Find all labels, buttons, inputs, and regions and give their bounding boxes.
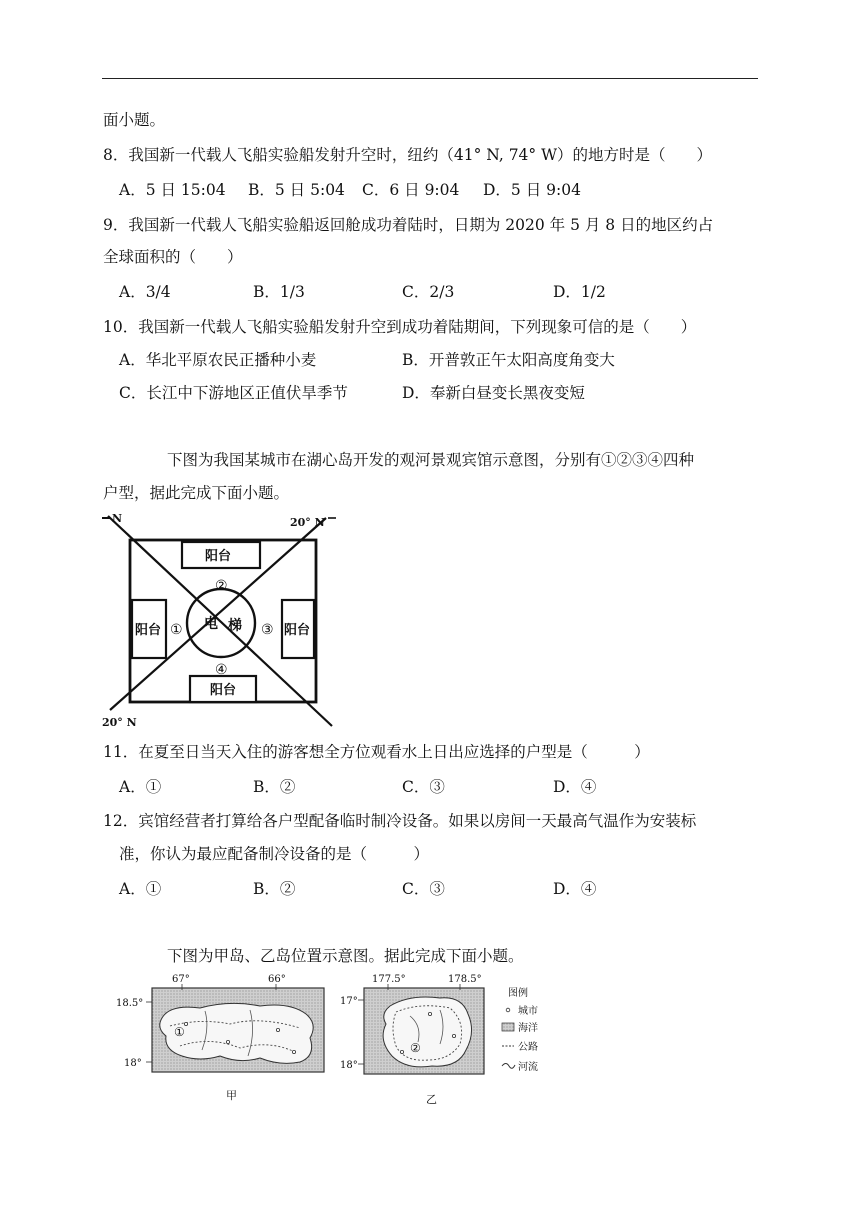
jia-label: 甲	[226, 1089, 237, 1102]
balcony-top-label: 阳台	[205, 549, 232, 564]
yi-lon-right: 178.5°	[448, 974, 482, 985]
legend-item-river: 河流	[518, 1062, 538, 1073]
elevator-char-2: 梯	[228, 618, 242, 634]
balcony-left-label: 阳台	[135, 623, 162, 638]
q8-option-a: A．5 日 15:04	[119, 181, 226, 199]
passage-2-line2: 户型，据此完成下面小题。	[103, 484, 290, 502]
map-yi	[358, 984, 484, 1074]
islands-figure	[110, 966, 560, 1106]
yi-lat-bottom: 18°	[340, 1060, 358, 1071]
q9-option-a: A．3/4	[119, 283, 171, 301]
question-9-stem-line1: 9．我国新一代载人飞船实验船返回舱成功着陆时，日期为 2020 年 5 月 8 日的地区约占	[103, 216, 714, 234]
legend-river-icon	[502, 1064, 515, 1069]
q10-option-c: C．长江中下游地区正值伏旱季节	[119, 384, 348, 402]
legend-title: 图例	[508, 988, 528, 999]
question-12-stem-line1: 12．宾馆经营者打算给各户型配备临时制冷设备。如果以房间一天最高气温作为安装标	[103, 812, 697, 830]
unit-2-marker: ②	[215, 578, 228, 594]
question-10-stem: 10．我国新一代载人飞船实验船发射升空到成功着陆期间，下列现象可信的是（ ）	[103, 318, 697, 336]
q12-option-b: B．②	[253, 880, 296, 898]
q12-option-a: A．①	[119, 880, 162, 898]
unit-3-marker: ③	[261, 622, 274, 638]
legend-city-icon	[506, 1008, 510, 1012]
question-12-stem-line2: 准，你认为最应配备制冷设备的是（ ）	[119, 845, 430, 863]
legend-item-city: 城市	[518, 1006, 538, 1017]
q11-option-d: D．④	[553, 778, 597, 796]
passage-3-line1: 下图为甲岛、乙岛位置示意图。据此完成下面小题。	[167, 947, 524, 965]
jia-marker: ①	[174, 1025, 185, 1039]
q11-option-c: C．③	[402, 778, 445, 796]
q10-option-b: B．开普敦正午太阳高度角变大	[402, 351, 615, 369]
q9-option-c: C．2/3	[402, 283, 455, 301]
jia-lon-left: 67°	[172, 974, 190, 985]
hotel-layout-figure	[100, 512, 340, 732]
north-label: N	[112, 512, 123, 525]
question-8-stem: 8．我国新一代载人飞船实验船发射升空时，纽约（41° N, 74° W）的地方时是（ ）	[103, 146, 713, 164]
yi-marker: ②	[410, 1041, 421, 1055]
jia-lat-top: 18.5°	[116, 998, 144, 1009]
yi-island	[383, 997, 471, 1067]
q8-option-b: B．5 日 5:04	[248, 181, 345, 199]
q8-option-d: D．5 日 9:04	[483, 181, 581, 199]
map-legend	[502, 986, 538, 1073]
q9-option-b: B．1/3	[253, 283, 305, 301]
unit-1-marker: ①	[170, 622, 183, 638]
lat-top-label: 20° N	[290, 516, 325, 529]
yi-label: 乙	[426, 1093, 437, 1106]
intro-tail: 面小题。	[103, 111, 166, 129]
passage-2-line1: 下图为我国某城市在湖心岛开发的观河景观宾馆示意图，分别有①②③④四种	[167, 451, 695, 469]
q9-option-d: D．1/2	[553, 283, 606, 301]
balcony-bottom-label: 阳台	[210, 683, 237, 698]
q11-option-b: B．②	[253, 778, 296, 796]
q12-option-d: D．④	[553, 880, 597, 898]
header-rule	[102, 78, 758, 79]
question-9-stem-line2: 全球面积的（ ）	[103, 248, 243, 266]
legend-sea-icon	[502, 1023, 514, 1031]
lat-bottom-label: 20° N	[102, 716, 137, 729]
jia-lat-bottom: 18°	[124, 1058, 142, 1069]
q11-option-a: A．①	[119, 778, 162, 796]
balcony-right-label: 阳台	[284, 623, 311, 638]
legend-item-road: 公路	[518, 1042, 538, 1053]
q12-option-c: C．③	[402, 880, 445, 898]
yi-lon-left: 177.5°	[372, 974, 406, 985]
elevator-char-1: 电	[204, 616, 218, 632]
jia-lon-right: 66°	[268, 974, 286, 985]
question-11-stem: 11．在夏至日当天入住的游客想全方位观看水上日出应选择的户型是（ ）	[103, 743, 650, 761]
yi-lat-top: 17°	[340, 996, 358, 1007]
unit-4-marker: ④	[215, 662, 228, 678]
legend-item-sea: 海洋	[518, 1023, 538, 1034]
map-jia	[146, 984, 324, 1072]
q10-option-a: A．华北平原农民正播种小麦	[119, 351, 317, 369]
q10-option-d: D．奉新白昼变长黑夜变短	[402, 384, 585, 402]
q8-option-c: C．6 日 9:04	[362, 181, 460, 199]
